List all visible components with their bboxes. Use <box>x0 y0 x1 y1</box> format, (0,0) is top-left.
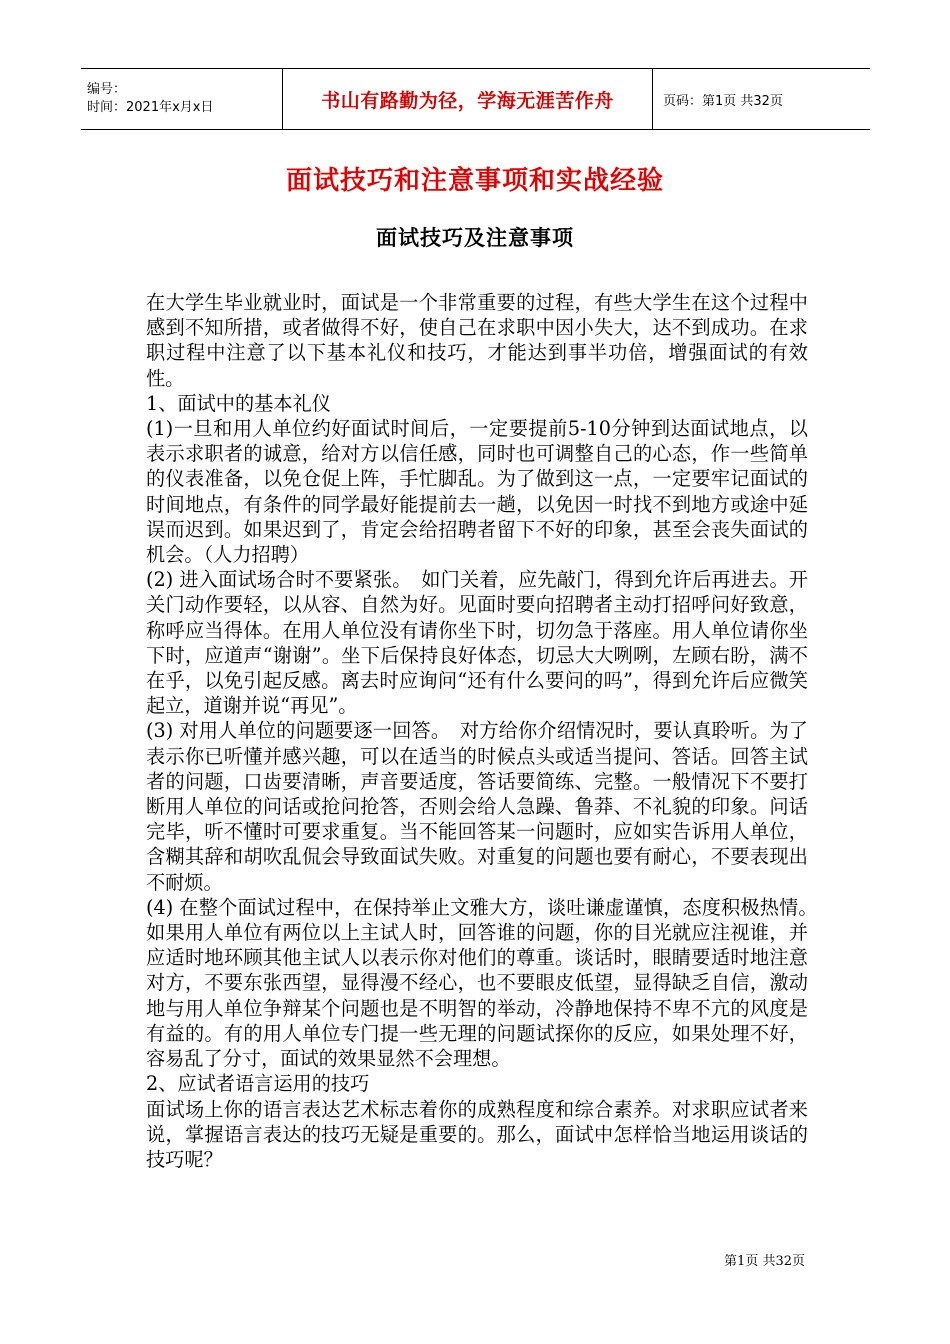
paragraph: 面试场上你的语言表达艺术标志着你的成熟程度和综合素养。对求职应试者来说，掌握语言表达的技巧无疑是重要的。那么，面试中怎样恰当地运用谈话的技巧呢？ <box>146 1097 808 1171</box>
page-info: 页码：第1页 共32页 <box>663 93 783 109</box>
paragraph: (3) 对用人单位的问题要逐一回答。 对方给你介绍情况时，要认真聆听。为了表示你已听懂并感兴趣，可以在适当的时候点头或适当提问、答话。回答主试者的问题，口齿要清晰，声音要适度，答话要简练、完整。一般情况下不要打断用人单位的问话或抢问抢答，否则会给人急躁、鲁莽、不礼貌的印象。问话完毕，听不懂时可要求重复。当不能回答某一问题时，应如实告诉用人单位，含糊其辞和胡吹乱侃会导致面试失败。对重复的问题也要有耐心，不要表现出不耐烦。 <box>146 719 808 894</box>
page-footer: 第1页 共32页 <box>724 1254 805 1269</box>
document-title: 面试技巧和注意事项和实战经验 <box>285 166 664 196</box>
motto-text: 书山有路勤为径，学海无涯苦作舟 <box>321 89 614 112</box>
number-label: 编号： <box>87 82 127 97</box>
paragraph: (1)一旦和用人单位约好面试时间后，一定要提前5-10分钟到达面试地点，以表示求职者的诚意，给对方以信任感，同时也可调整自己的心态，作一些简单的仪表准备，以免仓促上阵，手忙脚乱。为了做到这一点，一定要牢记面试的时间地点，有条件的同学最好能提前去一趟，以免因一时找不到地方或途中延误而迟到。如果迟到了，肯定会给招聘者留下不好的印象，甚至会丧失面试的机会。（人力招聘） <box>146 417 808 567</box>
header-middle-cell <box>282 69 653 129</box>
document-subtitle: 面试技巧及注意事项 <box>376 226 574 250</box>
header-left-cell <box>81 69 282 129</box>
document-body <box>146 290 828 1172</box>
paragraph: (2) 进入面试场合时不要紧张。 如门关着，应先敲门，得到允许后再进去。开关门动作要轻，以从容、自然为好。见面时要向招聘者主动打招呼问好致意，称呼应当得体。在用人单位没有请你坐下时，切勿急于落座。用人单位请你坐下时，应道声“谢谢”。坐下后保持良好体态，切忌大大咧咧，左顾右盼，满不在乎，以免引起反感。离去时应询问“还有什么要问的吗”，得到允许后应微笑起立，道谢并说“再见”。 <box>146 568 808 718</box>
paragraph: (4) 在整个面试过程中，在保持举止文雅大方，谈吐谦虚谨慎，态度积极热情。 如果用人单位有两位以上主试人时，回答谁的问题，你的目光就应注视谁，并应适时地环顾其他主试人以表示你对他们的尊重。谈话时，眼睛要适时地注意对方，不要东张西望，显得漫不经心，也不要眼皮低望，显得缺乏自信，激动地与用人单位争辩某个问题也是不明智的举动，冷静地保持不卑不亢的风度是有益的。有的用人单位专门提一些无理的问题试探你的反应，如果处理不好，容易乱了分寸，面试的效果显然不会理想。 <box>146 895 828 1071</box>
section-heading: 2、应试者语言运用的技巧 <box>146 1072 370 1096</box>
time-label: 时间：2021年x月x日 <box>87 100 214 115</box>
header-right-cell <box>653 69 870 129</box>
header-table <box>81 68 870 130</box>
section-heading: 1、面试中的基本礼仪 <box>146 391 331 415</box>
paragraph: 在大学生毕业就业时，面试是一个非常重要的过程，有些大学生在这个过程中感到不知所措，或者做得不好，使自己在求职中因小失大，达不到成功。在求职过程中注意了以下基本礼仪和技巧，才能达到事半功倍，增强面试的有效性。 <box>146 291 808 390</box>
